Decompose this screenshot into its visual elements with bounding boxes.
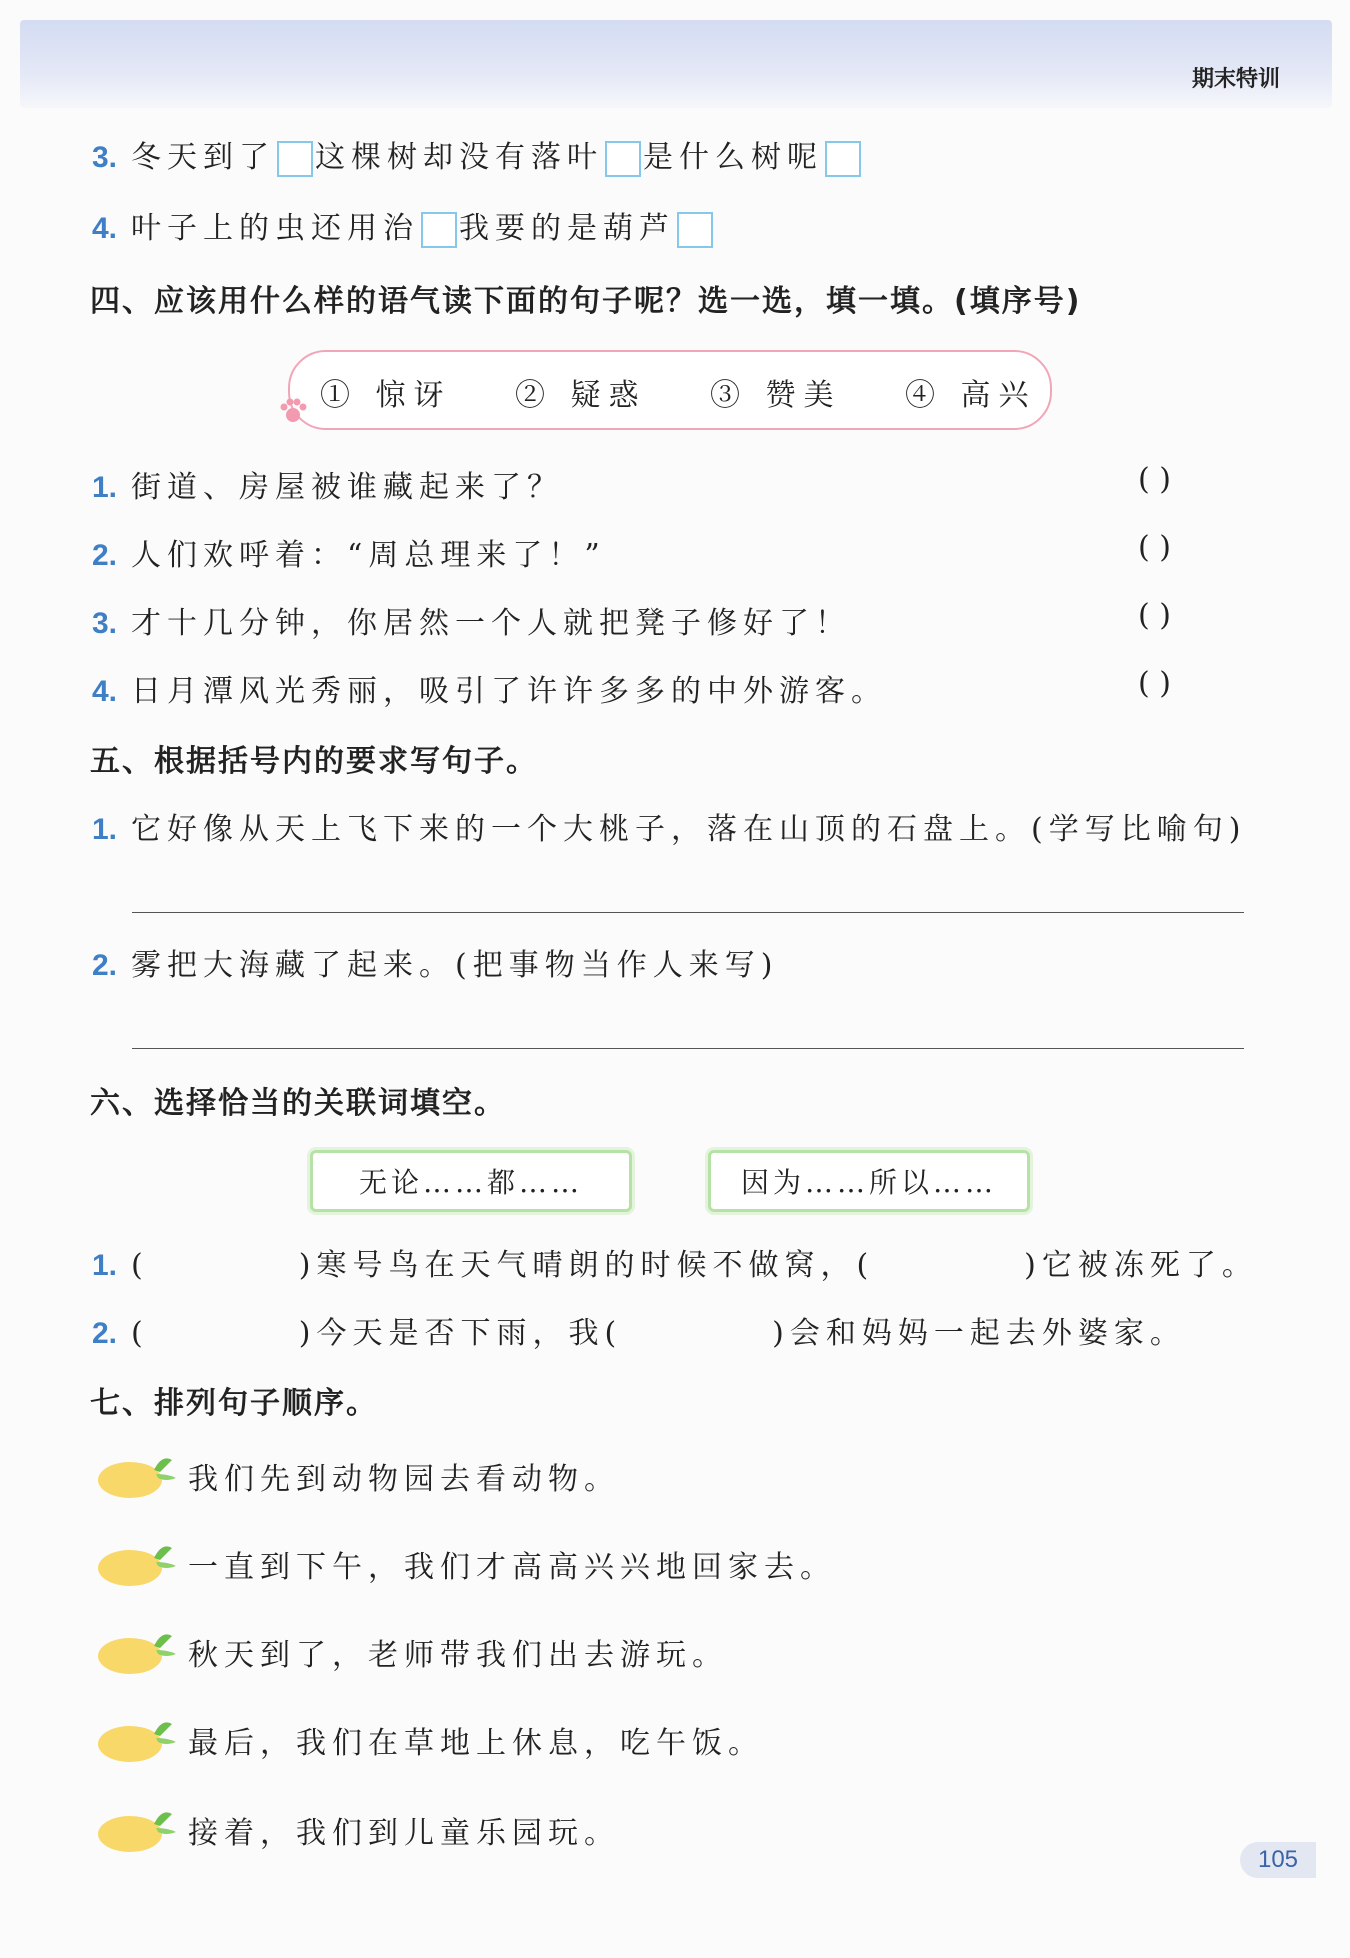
answer-parentheses[interactable]: ( ) bbox=[1138, 666, 1171, 701]
section-6-heading: 六、选择恰当的关联词填空。 bbox=[90, 1086, 506, 1121]
page-number: 105 bbox=[1240, 1842, 1316, 1878]
conjunction-question bbox=[92, 1308, 1186, 1352]
question-text: )它被冻死了。 bbox=[1024, 1248, 1258, 1283]
sentence-part: 冬天到了 bbox=[131, 140, 276, 175]
question-number: 1. bbox=[92, 813, 118, 846]
question-text: 街道、房屋被谁藏起来了？ bbox=[131, 470, 564, 505]
answer-parentheses[interactable]: ( ) bbox=[1138, 598, 1171, 633]
question-text: )今天是否下雨，我( bbox=[298, 1316, 623, 1351]
question-3-punctuation bbox=[92, 132, 863, 177]
question-number: 2. bbox=[92, 1317, 118, 1350]
choice-happy: ④ 高兴 bbox=[905, 378, 1037, 413]
order-sentence: 秋天到了，老师带我们出去游玩。 bbox=[188, 1638, 728, 1673]
conjunction-option: 无论……都…… bbox=[310, 1150, 632, 1212]
punctuation-box[interactable] bbox=[277, 141, 313, 177]
question-text: )会和妈妈一起去外婆家。 bbox=[772, 1316, 1186, 1351]
question-number: 2. bbox=[92, 949, 118, 982]
section-5-heading: 五、根据括号内的要求写句子。 bbox=[90, 744, 538, 779]
sentence-part: 我要的是葫芦 bbox=[459, 211, 676, 246]
question-text: 才十几分钟，你居然一个人就把凳子修好了！ bbox=[131, 606, 852, 641]
choice-puzzled: ② 疑惑 bbox=[515, 378, 647, 413]
question-number: 1. bbox=[92, 471, 118, 504]
tone-question bbox=[92, 598, 851, 642]
order-sentence: 最后，我们在草地上休息，吃午饭。 bbox=[188, 1726, 764, 1761]
choice-praise: ③ 赞美 bbox=[710, 378, 842, 413]
punctuation-box[interactable] bbox=[825, 141, 861, 177]
order-sentence: 接着，我们到儿童乐园玩。 bbox=[188, 1816, 620, 1851]
tone-question bbox=[92, 462, 563, 506]
question-number: 3. bbox=[92, 607, 118, 640]
choice-surprised: ① 惊讶 bbox=[320, 378, 452, 413]
tone-question bbox=[92, 666, 887, 710]
answer-parentheses[interactable]: ( ) bbox=[1138, 530, 1171, 565]
tone-choices-box bbox=[288, 350, 1052, 430]
section-4-heading: 四、应该用什么样的语气读下面的句子呢？选一选，填一填。(填序号) bbox=[90, 284, 1082, 319]
question-text: 人们欢呼着：“周总理来了！” bbox=[131, 538, 606, 573]
leaf-answer-icon[interactable] bbox=[96, 1712, 178, 1768]
blank-open: ( bbox=[131, 1248, 149, 1283]
answer-line[interactable] bbox=[132, 912, 1244, 913]
sentence-part: 这棵树却没有落叶 bbox=[315, 140, 604, 175]
blank-open: ( bbox=[131, 1316, 149, 1351]
question-number: 1. bbox=[92, 1249, 118, 1282]
order-sentence: 一直到下午，我们才高高兴兴地回家去。 bbox=[188, 1550, 836, 1585]
answer-parentheses[interactable]: ( ) bbox=[1138, 462, 1171, 497]
punctuation-box[interactable] bbox=[421, 212, 457, 248]
order-sentence: 我们先到动物园去看动物。 bbox=[188, 1462, 620, 1497]
header-band bbox=[20, 20, 1332, 108]
leaf-answer-icon[interactable] bbox=[96, 1448, 178, 1504]
leaf-answer-icon[interactable] bbox=[96, 1536, 178, 1592]
header-title: 期末特训 bbox=[1191, 67, 1280, 92]
tone-question bbox=[92, 530, 606, 574]
question-number: 3. bbox=[92, 141, 118, 174]
punctuation-box[interactable] bbox=[605, 141, 641, 177]
paw-icon bbox=[278, 396, 308, 426]
section-7-heading: 七、排列句子顺序。 bbox=[90, 1386, 378, 1421]
answer-line[interactable] bbox=[132, 1048, 1244, 1049]
question-number: 4. bbox=[92, 212, 118, 245]
conjunction-question bbox=[92, 1240, 1258, 1284]
rewrite-question bbox=[92, 940, 778, 984]
leaf-answer-icon[interactable] bbox=[96, 1802, 178, 1858]
rewrite-question bbox=[92, 804, 1246, 848]
question-text: 日月潭风光秀丽，吸引了许许多多的中外游客。 bbox=[131, 674, 888, 709]
question-number: 2. bbox=[92, 539, 118, 572]
sentence-part: 叶子上的虫还用治 bbox=[131, 211, 420, 246]
question-text: 它好像从天上飞下来的一个大桃子，落在山顶的石盘上。(学写比喻句) bbox=[131, 812, 1247, 847]
question-4-punctuation bbox=[92, 203, 715, 248]
question-number: 4. bbox=[92, 675, 118, 708]
question-text: 雾把大海藏了起来。(把事物当作人来写) bbox=[131, 948, 779, 983]
question-text: )寒号鸟在天气晴朗的时候不做窝，( bbox=[298, 1248, 875, 1283]
punctuation-box[interactable] bbox=[677, 212, 713, 248]
conjunction-option: 因为……所以…… bbox=[708, 1150, 1030, 1212]
leaf-answer-icon[interactable] bbox=[96, 1624, 178, 1680]
sentence-part: 是什么树呢 bbox=[643, 140, 824, 175]
